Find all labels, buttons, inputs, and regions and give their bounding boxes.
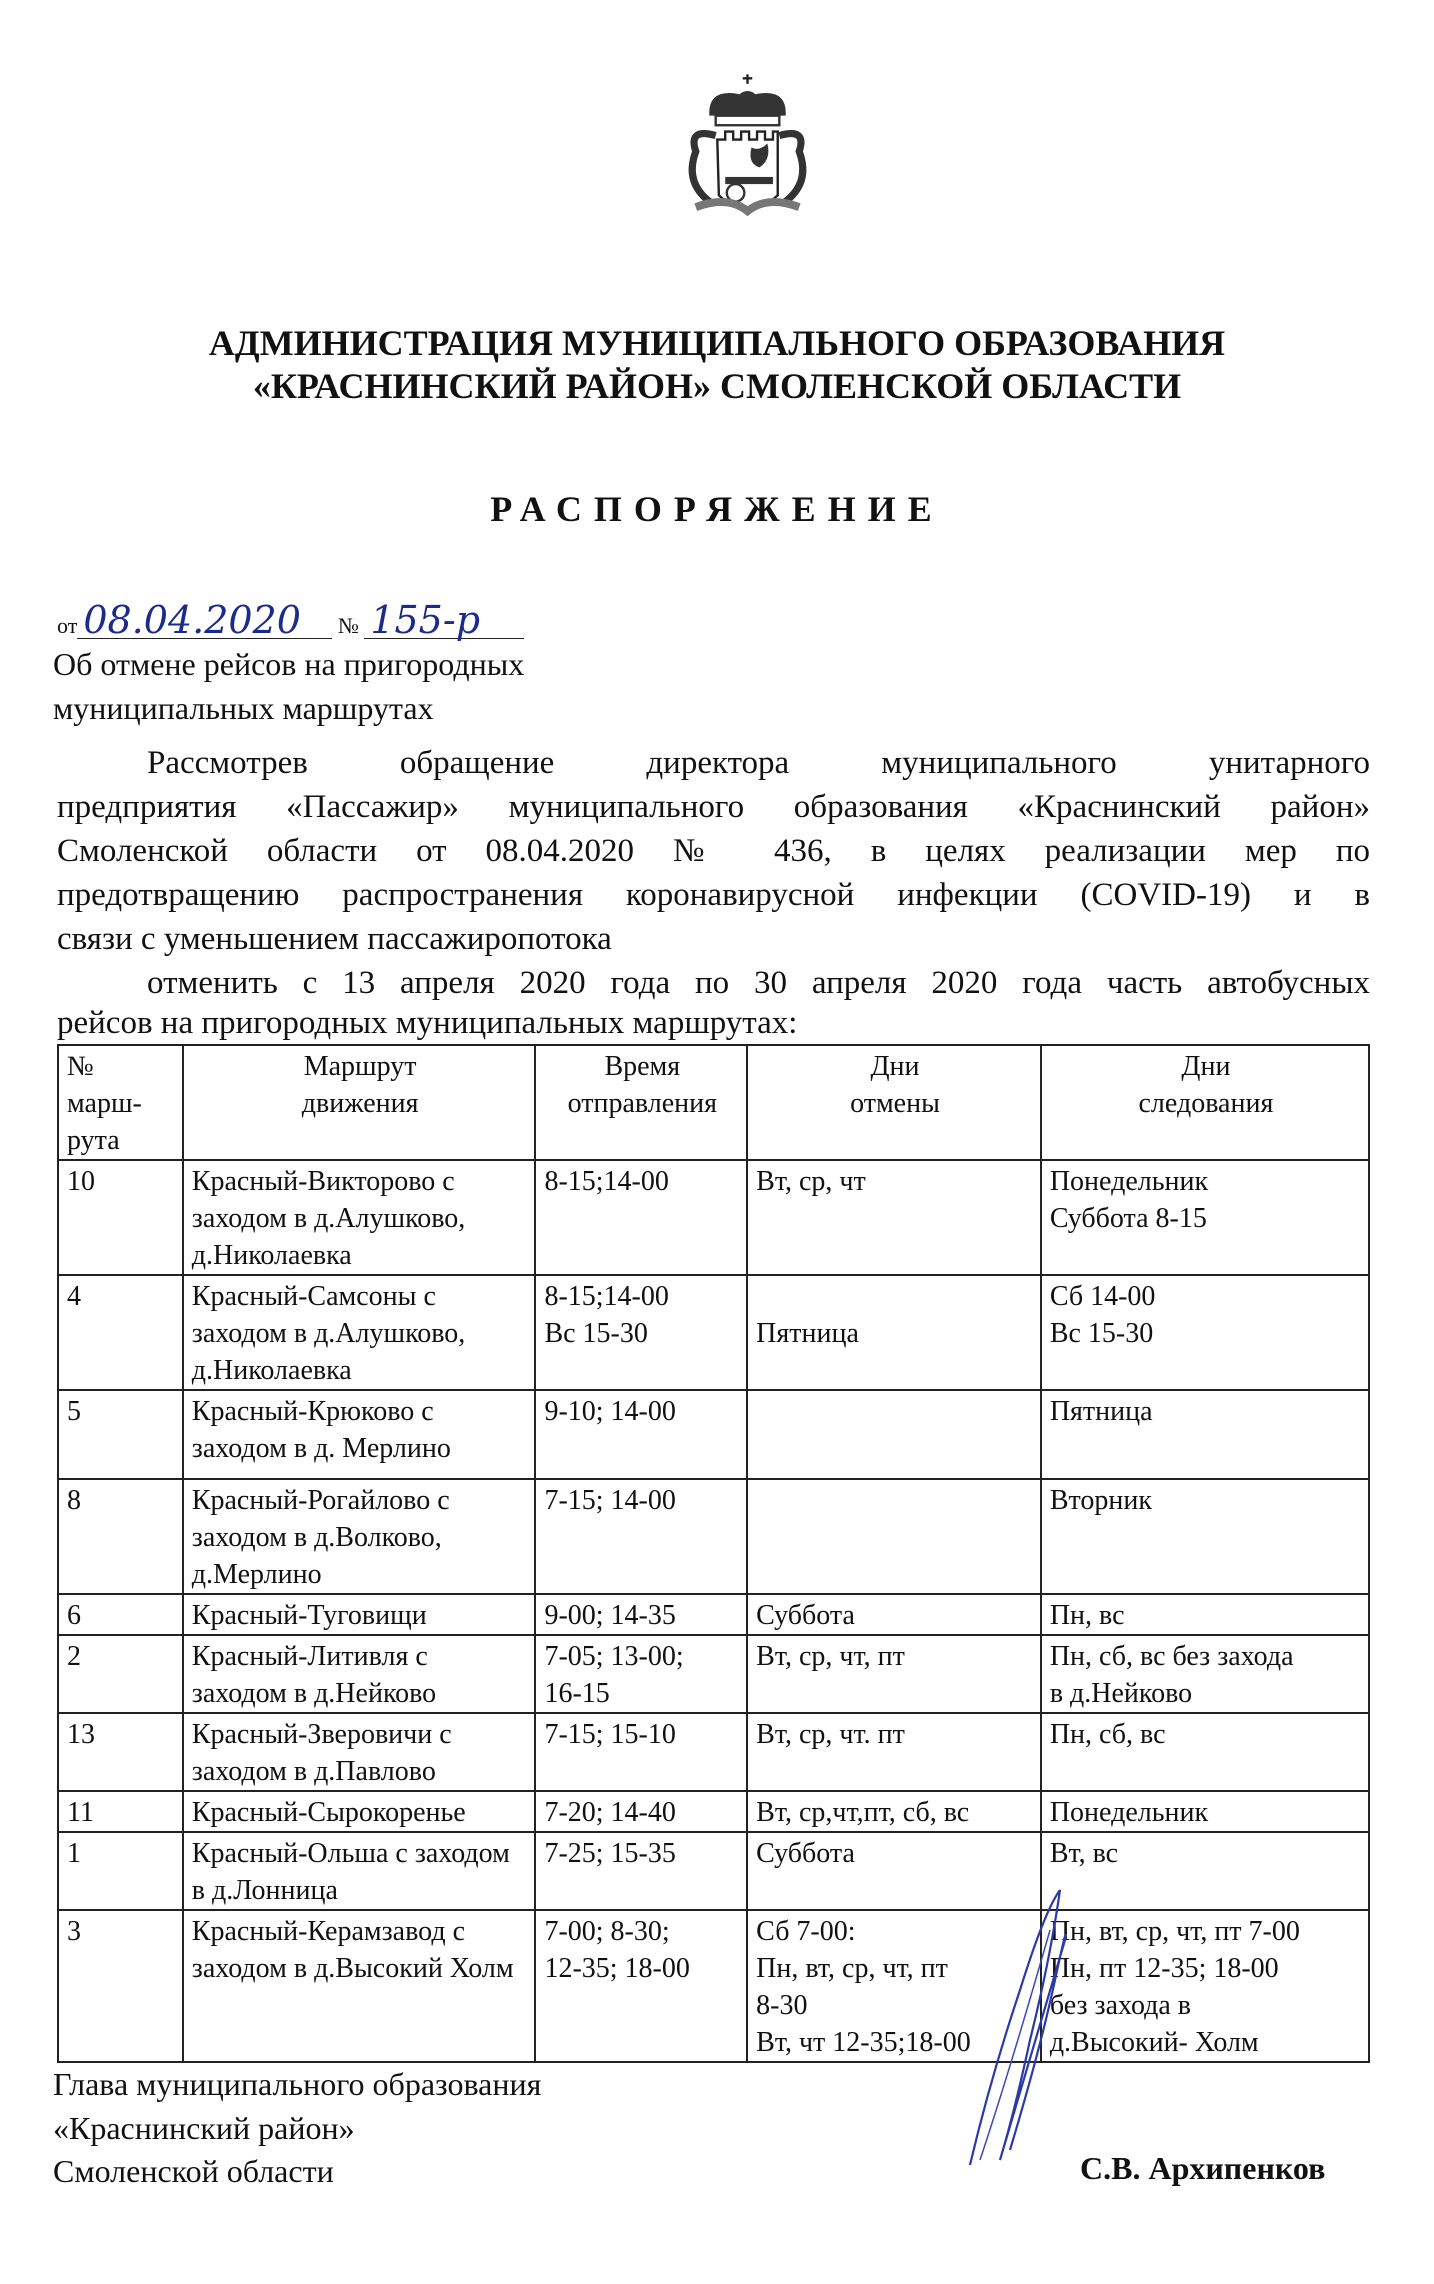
- cancelled-days-cell: [747, 1390, 1041, 1479]
- from-label: от: [57, 613, 78, 638]
- cancelled-days-cell: [747, 1479, 1041, 1594]
- handwritten-signature: [950, 1880, 1090, 2170]
- route-name-cell: Красный-Литивля с заходом в д.Нейково: [183, 1635, 536, 1713]
- route-name-cell: Красный-Викторово с заходом в д.Алушково, д.Николаевка: [183, 1160, 536, 1275]
- signatory-title-line-2: «Краснинский район»: [53, 2110, 355, 2146]
- document-title: РАСПОРЯЖЕНИЕ: [490, 489, 944, 529]
- departure-time-cell: 7-20; 14-40: [535, 1791, 747, 1832]
- operating-days-cell: Пятница: [1041, 1390, 1369, 1479]
- coat-of-arms-emblem: [660, 55, 835, 240]
- table-row: [58, 1275, 1369, 1390]
- operating-days-cell: Понедельник: [1041, 1791, 1369, 1832]
- route-number-cell: 13: [58, 1713, 183, 1791]
- table-row: [58, 1791, 1369, 1832]
- route-name-cell: Красный-Туговищи: [183, 1594, 536, 1635]
- order-date-number-line: [57, 598, 657, 642]
- table-row: [58, 1713, 1369, 1791]
- route-name-cell: Красный-Зверовичи с заходом в д.Павлово: [183, 1713, 536, 1791]
- decision-line: отменить с 13 апреля 2020 года по 30 апреля 2020 года часть автобусных: [147, 965, 1370, 1001]
- table-row: [58, 1910, 1369, 2062]
- table-row: [58, 1594, 1369, 1635]
- route-number-cell: 5: [58, 1390, 183, 1479]
- route-name-cell: Красный-Рогайлово с заходом в д.Волково, д.Мерлино: [183, 1479, 536, 1594]
- cancelled-days-cell: Вт, ср, чт. пт: [747, 1713, 1041, 1791]
- operating-days-cell: Пн, сб, вс без захода в д.Нейково: [1041, 1635, 1369, 1713]
- column-header: Дни следования: [1041, 1045, 1369, 1160]
- route-number-cell: 10: [58, 1160, 183, 1275]
- route-name-cell: Красный-Крюково с заходом в д. Мерлино: [183, 1390, 536, 1479]
- route-name-cell: Красный-Самсоны с заходом в д.Алушково, д.Николаевка: [183, 1275, 536, 1390]
- subject-line-2: муниципальных маршрутах: [53, 690, 434, 726]
- operating-days-cell: Пн, вс: [1041, 1594, 1369, 1635]
- signatory-title-line-3: Смоленской области: [53, 2153, 334, 2189]
- departure-time-cell: 8-15;14-00 Вс 15-30: [535, 1275, 747, 1390]
- route-name-cell: Красный-Керамзавод с заходом в д.Высокий Холм: [183, 1910, 536, 2062]
- operating-days-cell: Пн, вт, ср, чт, пт 7-00 Пн, пт 12-35; 18-00 без захода в д.Высокий- Холм: [1041, 1910, 1369, 2062]
- departure-time-cell: 7-05; 13-00; 16-15: [535, 1635, 747, 1713]
- subject-line-1: Об отмене рейсов на пригородных: [53, 646, 525, 682]
- cancelled-days-cell: Вт, ср, чт: [747, 1160, 1041, 1275]
- table-header-row: [58, 1045, 1369, 1160]
- route-name-cell: Красный-Сырокоренье: [183, 1791, 536, 1832]
- operating-days-cell: Вторник: [1041, 1479, 1369, 1594]
- table-row: [58, 1390, 1369, 1479]
- departure-time-cell: 8-15;14-00: [535, 1160, 747, 1275]
- table-row: [58, 1635, 1369, 1713]
- departure-time-cell: 9-10; 14-00: [535, 1390, 747, 1479]
- handwritten-number: 155-р: [370, 598, 481, 642]
- body-line: Смоленской области от 08.04.2020 № 436, в целях реализации мер по: [57, 833, 1370, 869]
- departure-time-cell: 9-00; 14-35: [535, 1594, 747, 1635]
- column-header: № марш- рута: [58, 1045, 183, 1160]
- departure-time-cell: 7-15; 15-10: [535, 1713, 747, 1791]
- operating-days-cell: Понедельник Суббота 8-15: [1041, 1160, 1369, 1275]
- body-line: предприятия «Пассажир» муниципального образования «Краснинский район»: [57, 789, 1370, 825]
- route-number-cell: 6: [58, 1594, 183, 1635]
- departure-time-cell: 7-00; 8-30; 12-35; 18-00: [535, 1910, 747, 2062]
- cancelled-routes-table: [57, 1044, 1370, 2063]
- operating-days-cell: Пн, сб, вс: [1041, 1713, 1369, 1791]
- route-number-cell: 4: [58, 1275, 183, 1390]
- date-field: [77, 598, 332, 642]
- handwritten-date: 08.04.2020: [83, 598, 301, 642]
- body-line: предотвращению распространения коронавирусной инфекции (COVID-19) и в: [57, 877, 1370, 913]
- cancelled-days-cell: Сб 7-00: Пн, вт, ср, чт, пт 8-30 Вт, чт 12-35;18-00: [747, 1910, 1041, 2062]
- table-row: [58, 1160, 1369, 1275]
- number-field: [364, 598, 524, 642]
- route-number-cell: 1: [58, 1832, 183, 1910]
- body-line: связи с уменьшением пассажиропотока: [57, 921, 612, 957]
- route-number-cell: 8: [58, 1479, 183, 1594]
- decision-line: рейсов на пригородных муниципальных маршрутах:: [57, 1005, 798, 1041]
- column-header: Маршрут движения: [183, 1045, 536, 1160]
- signatory-title-line-1: Глава муниципального образования: [53, 2066, 542, 2102]
- signatory-name: С.В. Архипенков: [1080, 2150, 1326, 2186]
- body-line: Рассмотрев обращение директора муниципального унитарного: [147, 745, 1370, 781]
- column-header: Время отправления: [535, 1045, 747, 1160]
- route-number-cell: 3: [58, 1910, 183, 2062]
- header-line-2: «КРАСНИНСКИЙ РАЙОН» СМОЛЕНСКОЙ ОБЛАСТИ: [252, 366, 1182, 406]
- route-number-cell: 11: [58, 1791, 183, 1832]
- cancelled-days-cell: Суббота: [747, 1594, 1041, 1635]
- number-label: №: [337, 613, 359, 638]
- header-line-1: АДМИНИСТРАЦИЯ МУНИЦИПАЛЬНОГО ОБРАЗОВАНИЯ: [208, 323, 1226, 363]
- table-row: [58, 1832, 1369, 1910]
- operating-days-cell: Вт, вс: [1041, 1832, 1369, 1910]
- cancelled-days-cell: Вт, ср, чт, пт: [747, 1635, 1041, 1713]
- departure-time-cell: 7-15; 14-00: [535, 1479, 747, 1594]
- cancelled-days-cell: Вт, ср,чт,пт, сб, вс: [747, 1791, 1041, 1832]
- column-header: Дни отмены: [747, 1045, 1041, 1160]
- route-number-cell: 2: [58, 1635, 183, 1713]
- operating-days-cell: Сб 14-00 Вс 15-30: [1041, 1275, 1369, 1390]
- cancelled-days-cell: Пятница: [747, 1275, 1041, 1390]
- route-name-cell: Красный-Ольша с заходом в д.Лонница: [183, 1832, 536, 1910]
- cancelled-days-cell: Суббота: [747, 1832, 1041, 1910]
- departure-time-cell: 7-25; 15-35: [535, 1832, 747, 1910]
- table-row: [58, 1479, 1369, 1594]
